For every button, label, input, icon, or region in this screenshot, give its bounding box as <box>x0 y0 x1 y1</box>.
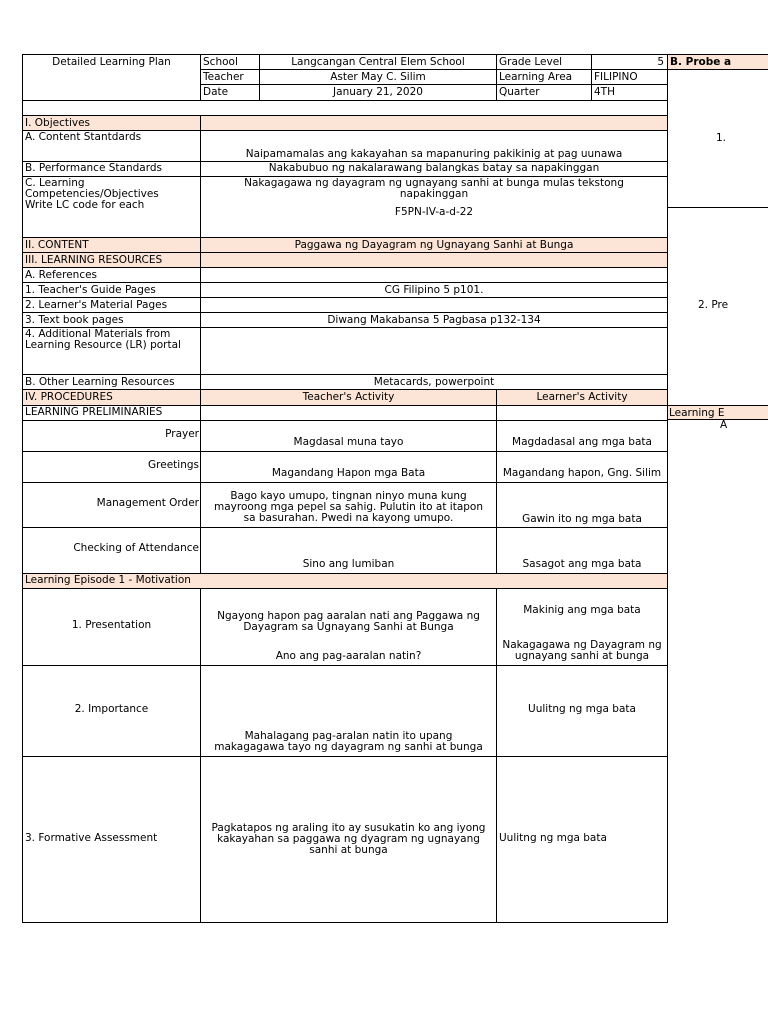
presentation-learner-2: Nakagagawa ng Dayagram ng ugnayang sanhi at bunga <box>502 639 662 663</box>
greetings-teacher-cell <box>200 451 497 483</box>
preliminaries-learner-cell <box>496 405 668 421</box>
other-resources-value: Metacards, powerpoint <box>373 376 495 388</box>
date-value-cell <box>259 84 497 101</box>
grade-value-cell <box>591 54 668 70</box>
area-value: FILIPINO <box>594 71 638 83</box>
importance-label-cell <box>22 665 201 757</box>
competency-label-cell <box>22 176 201 238</box>
formative-learner: Uulitng ng mga bata <box>499 832 607 844</box>
probe-header-cell <box>667 54 768 70</box>
importance-teacher-cell <box>200 665 497 757</box>
additional-label: 4. Additional Materials from Learning Resource (LR) portal <box>25 328 181 352</box>
management-learner: Gawin ito ng mga bata <box>522 513 642 525</box>
episode1-heading-cell <box>22 573 668 589</box>
other-resources-value-cell <box>200 374 668 390</box>
preliminaries-label-cell <box>22 405 201 421</box>
objectives-heading: I. Objectives <box>25 117 91 129</box>
greetings-label-cell <box>22 451 201 483</box>
textbook-label-cell <box>22 312 201 328</box>
preliminaries-label: LEARNING PRELIMINARIES <box>25 406 163 418</box>
prayer-teacher-cell <box>200 420 497 452</box>
prayer-learner: Magdadasal ang mga bata <box>512 436 652 448</box>
procedures-heading: IV. PROCEDURES <box>25 391 113 403</box>
management-teacher-cell <box>200 482 497 528</box>
references-label: A. References <box>25 269 98 281</box>
competency-label: C. Learning Competencies/Objectives Write LC code for each <box>25 177 159 212</box>
date-value: January 21, 2020 <box>333 86 423 98</box>
spacer-row <box>22 100 668 116</box>
quarter-label: Quarter <box>499 86 540 98</box>
additional-label-cell <box>22 327 201 375</box>
prayer-label: Prayer <box>165 428 199 440</box>
prayer-learner-cell <box>496 420 668 452</box>
grade-label-cell <box>496 54 592 70</box>
teacher-col-header: Teacher's Activity <box>302 391 395 403</box>
quarter-label-cell <box>496 84 592 101</box>
greetings-label: Greetings <box>148 459 199 471</box>
school-value-cell <box>259 54 497 70</box>
date-label: Date <box>203 86 229 98</box>
content-standards-value-cell <box>200 130 668 162</box>
area-value-cell <box>591 69 668 85</box>
resources-heading-cell <box>22 252 201 268</box>
textbook-value: Diwang Makabansa 5 Pagbasa p132-134 <box>327 314 541 326</box>
management-learner-cell <box>496 482 668 528</box>
content-standards-label: A. Content Stantdards <box>25 131 142 143</box>
textbook-value-cell <box>200 312 668 328</box>
lm-label-cell <box>22 297 201 313</box>
presentation-label: 1. Presentation <box>71 619 152 631</box>
resources-heading: III. LEARNING RESOURCES <box>25 254 163 266</box>
textbook-label: 3. Text book pages <box>25 314 124 326</box>
presentation-label-cell <box>22 588 201 666</box>
lm-label: 2. Learner's Material Pages <box>25 299 168 311</box>
content-value-cell <box>200 237 668 253</box>
other-resources-label: B. Other Learning Resources <box>25 376 175 388</box>
presentation-teacher-cell <box>200 588 497 666</box>
formative-teacher-cell <box>200 756 497 923</box>
formative-label: 3. Formative Assessment <box>25 832 158 844</box>
quarter-value-cell <box>591 84 668 101</box>
performance-label: B. Performance Standards <box>25 162 162 174</box>
area-label-cell <box>496 69 592 85</box>
additional-value-cell <box>200 327 668 375</box>
management-teacher: Bago kayo umupo, tingnan ninyo muna kung mayroong mga pepel sa sahig. Pulutin ito at itapon sa basurahan. Pwedi na kayong umupo. <box>214 490 483 525</box>
competency-value: Nakagagawa ng dayagram ng ugnayang sanhi at bunga mulas tekstong napakinggan <box>244 177 624 201</box>
school-value: Langcangan Central Elem School <box>291 56 465 68</box>
lm-value-cell <box>200 297 668 313</box>
teacher-value-cell <box>259 69 497 85</box>
management-label: Management Order <box>96 497 199 509</box>
content-heading: II. CONTENT <box>25 239 89 251</box>
school-label-cell <box>200 54 260 70</box>
formative-label-cell <box>22 756 201 923</box>
teacher-col-cell <box>200 389 497 406</box>
competency-code: F5PN-IV-a-d-22 <box>394 206 474 218</box>
objectives-heading-cell <box>22 115 201 131</box>
content-value: Paggawa ng Dayagram ng Ugnayang Sanhi at Bunga <box>294 239 574 251</box>
grade-label: Grade Level <box>499 56 563 68</box>
attendance-teacher-cell <box>200 527 497 574</box>
attendance-label-cell <box>22 527 201 574</box>
attendance-teacher: Sino ang lumiban <box>302 558 395 570</box>
tg-label: 1. Teacher's Guide Pages <box>25 284 156 296</box>
competency-value-cell <box>200 176 668 238</box>
learner-col-header: Learner's Activity <box>536 391 628 403</box>
plan-title: Detailed Learning Plan <box>52 56 171 68</box>
importance-learner: Uulitng ng mga bata <box>528 703 636 715</box>
attendance-label: Checking of Attendance <box>73 542 199 554</box>
grade-value: 5 <box>657 56 664 68</box>
teacher-label-cell <box>200 69 260 85</box>
learner-col-cell <box>496 389 668 406</box>
performance-label-cell <box>22 161 201 177</box>
teacher-value: Aster May C. Silim <box>330 71 426 83</box>
formative-learner-cell <box>496 756 668 923</box>
content-standards-value: Naipamamalas ang kakayahan sa mapanuring pakikinig at pag uunawa <box>245 148 623 160</box>
episode-header: Learning E <box>669 407 725 419</box>
resources-heading-fill <box>200 252 668 268</box>
school-label: School <box>203 56 238 68</box>
greetings-learner-cell <box>496 451 668 483</box>
greetings-learner: Magandang hapon, Gng. Silim <box>502 467 662 479</box>
importance-learner-cell <box>496 665 668 757</box>
probe-header: B. Probe a <box>670 56 732 68</box>
formative-teacher: Pagkatapos ng araling ito ay susukatin ko ang iyong kakayahan sa paggawa ng dyagram ng ugnayang sanhi at bunga <box>211 822 486 857</box>
references-label-cell <box>22 267 201 283</box>
objectives-heading-fill <box>200 115 668 131</box>
prayer-teacher: Magdasal muna tayo <box>293 436 404 448</box>
procedures-heading-cell <box>22 389 201 406</box>
presentation-teacher: Ngayong hapon pag aaralan nati ang Paggawa ng Dayagram sa Ugnayang Sanhi at Bunga <box>217 610 480 634</box>
episode-a: A <box>720 419 728 431</box>
tg-value: CG Filipino 5 p101. <box>384 284 484 296</box>
quarter-value: 4TH <box>594 86 615 98</box>
management-label-cell <box>22 482 201 528</box>
performance-value-cell <box>200 161 668 177</box>
other-resources-label-cell <box>22 374 201 390</box>
episode1-heading: Learning Episode 1 - Motivation <box>25 574 191 586</box>
attendance-learner: Sasagot ang mga bata <box>522 558 642 570</box>
teacher-label: Teacher <box>203 71 244 83</box>
performance-value: Nakabubuo ng nakalarawang balangkas batay sa napakinggan <box>268 162 600 174</box>
content-heading-cell <box>22 237 201 253</box>
greetings-teacher: Magandang Hapon mga Bata <box>271 467 426 479</box>
presentation-question: Ano ang pag-aaralan natin? <box>275 650 422 662</box>
date-label-cell <box>200 84 260 101</box>
presentation-learner-1: Makinig ang mga bata <box>523 604 641 616</box>
probe-item-2: 2. Pre <box>698 299 729 311</box>
importance-label: 2. Importance <box>74 703 149 715</box>
area-label: Learning Area <box>499 71 573 83</box>
tg-value-cell <box>200 282 668 298</box>
references-value-cell <box>200 267 668 283</box>
tg-label-cell <box>22 282 201 298</box>
presentation-learner-cell <box>496 588 668 666</box>
prayer-label-cell <box>22 420 201 452</box>
importance-teacher: Mahalagang pag-aralan natin ito upang makagagawa tayo ng dayagram ng sanhi at bunga <box>214 730 483 754</box>
plan-title-cell <box>22 54 201 101</box>
probe-item-1: 1. <box>716 132 727 144</box>
preliminaries-teacher-cell <box>200 405 497 421</box>
attendance-learner-cell <box>496 527 668 574</box>
probe-divider <box>668 207 768 208</box>
episode-header-cell <box>667 405 768 420</box>
